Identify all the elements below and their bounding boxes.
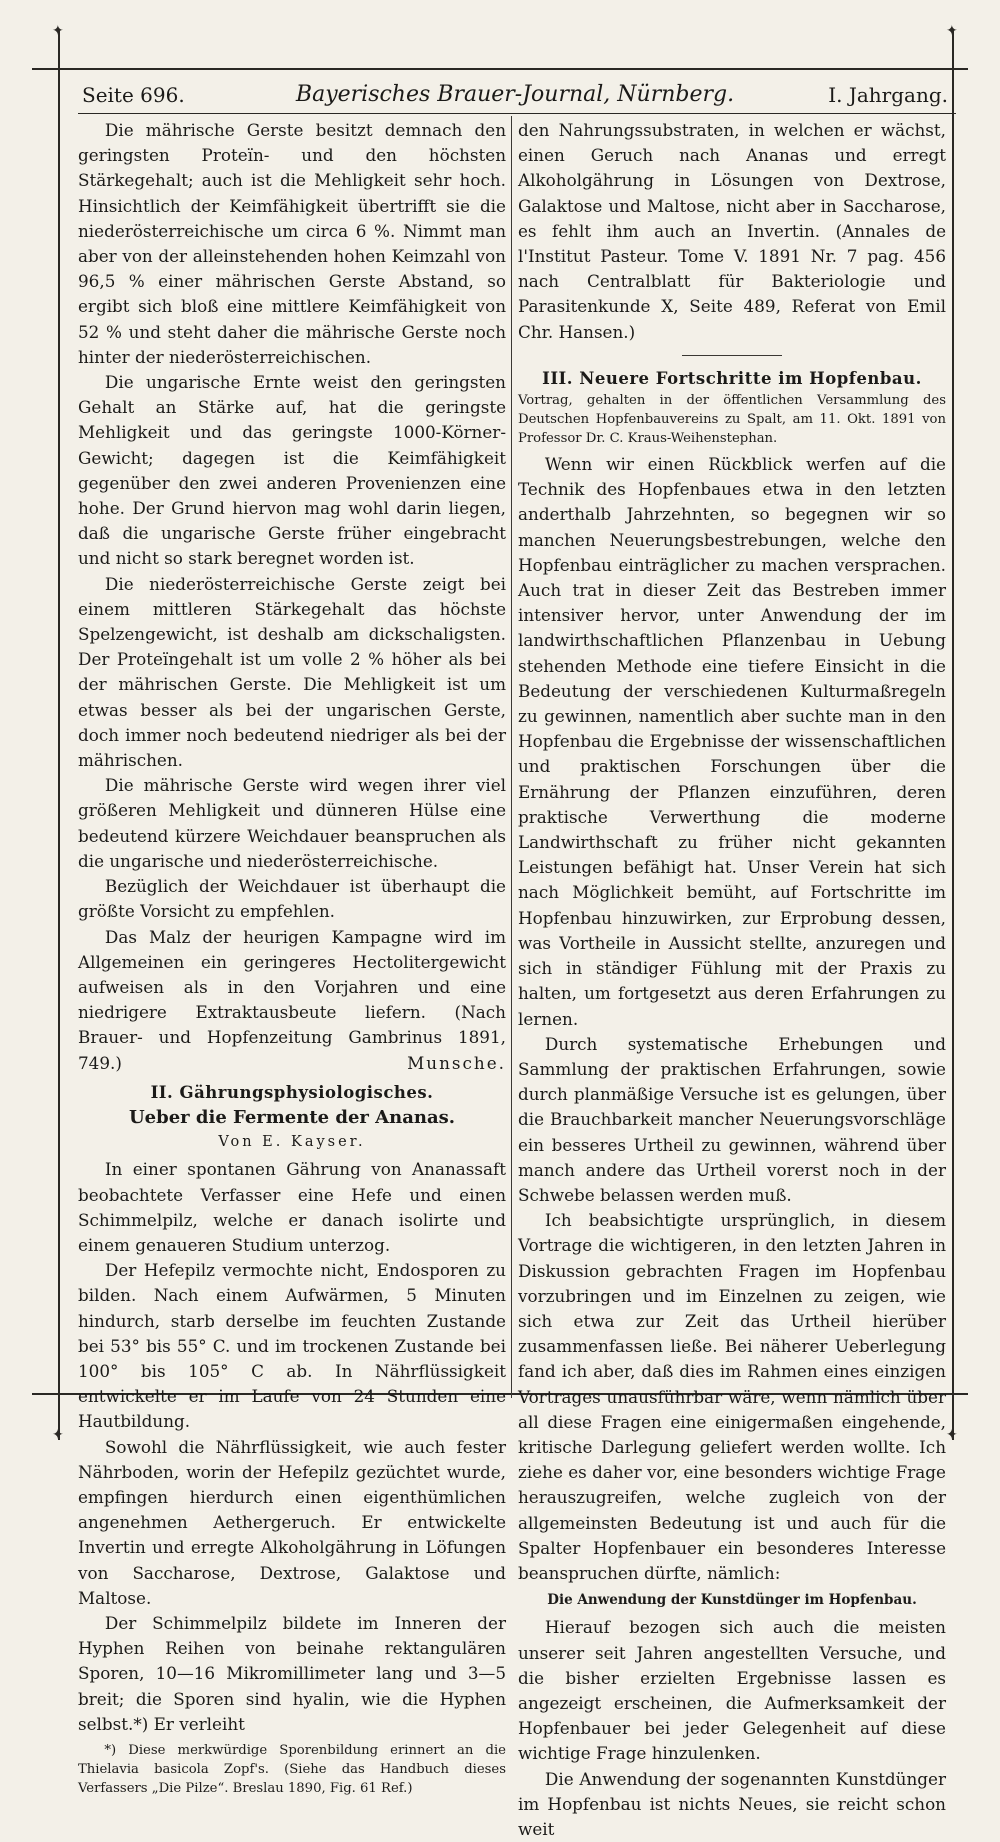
- paragraph: Die mährische Gerste wird wegen ihrer viel größeren Mehligkeit und dünneren Hülse eine bedeutend kürzere Weichdauer beanspruchen als die ungarische und niederösterreichische.: [78, 775, 506, 871]
- corner-ornament-top-right: ✦: [946, 23, 958, 39]
- right-column: [518, 118, 946, 1839]
- corner-ornament-top-left: ✦: [52, 23, 64, 39]
- article-byline: Von E. Kayser.: [218, 1134, 366, 1151]
- footnote: *) Diese merkwürdige Sporenbildung erinnert an die Thielavia basicola Zopf's. (Siehe das Handbuch dieses Verfassers „Die Pilze“. Breslau 1890, Fig. 61 Ref.): [78, 1743, 506, 1796]
- corner-ornament-bottom-left: ✦: [52, 1427, 64, 1443]
- paragraph: Sowohl die Nährflüssigkeit, wie auch fester Nährboden, worin der Hefepilz gezüchtet wurde, empfingen hierdurch einen eigenthümlichen angenehmen Aethergeruch. Er entwickelte Invertin und erregte Alkoholgährung in Löfungen von Saccharose, Dextrose, Galaktose und Maltose.: [78, 1436, 506, 1608]
- author-signature: Munsche.: [407, 1052, 506, 1073]
- paragraph: Die ungarische Ernte weist den geringsten Gehalt an Stärke auf, hat die geringste Mehligkeit und das geringste 1000-Körner-Gewicht; dagegen ist die Keimfähigkeit gegenüber den zwei anderen Provenienzen eine hohe. Der Grund hiervon mag wohl darin liegen, daß die ungarische Gerste früher eingebracht und nicht so stark beregnet worden ist.: [78, 372, 506, 569]
- header-rule: [78, 113, 956, 114]
- top-frame-rule: [32, 68, 968, 70]
- paragraph: Der Schimmelpilz bildete im Inneren der Hyphen Reihen von beinahe rektangulären Sporen, 10—16 Mikromillimeter lang und 3—5 breit; die Sporen sind hyalin, wie die Hyphen selbst.*) Er verleiht: [78, 1612, 506, 1734]
- paragraph: Wenn wir einen Rückblick werfen auf die Technik des Hopfenbaues etwa in den letzten anderthalb Jahrzehnten, so begegnen wir so manchen Neuerungsbestrebungen, welche den Hopfenbau einträglicher zu machen versprachen. Auch trat in dieser Zeit das Bestreben immer intensiver hervor, unter Anwendung der im landwirthschaftlichen Pflanzenbau in Uebung stehenden Methode eine tiefere Einsicht in die Bedeutung der verschiedenen Kulturmaßregeln zu gewinnen, namentlich aber suchte man in den Hopfenbau die Ergebnisse der wissenschaftlichen und praktischen Forschungen über die Ernährung der Pflanzen einzuführen, deren praktische Verwerthung die moderne Landwirthschaft zu früher nicht gekannten Leistungen befähigt hat. Unser Verein hat sich nach Möglichkeit bemüht, auf Fortschritte im Hopfenbau hinzuwirken, zur Erprobung dessen, was Vortheile in Aussicht stellte, anzuregen und sich in ständiger Fühlung mit der Praxis zu halten, um fortgesetzt aus deren Erfahrungen zu lernen.: [518, 454, 946, 1029]
- lecture-note: Vortrag, gehalten in der öffentlichen Versammlung des Deutschen Hopfenbauvereins zu Spalt, am 11. Okt. 1891 von Professor Dr. C. Kraus-Weihenstephan.: [518, 393, 946, 447]
- paragraph-text: Das Malz der heurigen Kampagne wird im Allgemeinen ein geringeres Hectolitergewicht aufweisen als in den Vorjahren und eine niedrigere Extraktausbeute liefern. (Nach Brauer- und Hopfenzeitung Gambrinus 1891, 749.): [78, 926, 506, 1073]
- paragraph: In einer spontanen Gährung von Ananassaft beobachtete Verfasser eine Hefe und einen Schimmelpilz, welche er danach isolirte und einem genaueren Studium unterzog.: [78, 1159, 506, 1255]
- left-column: [78, 118, 506, 1796]
- paragraph: Ich beabsichtigte ursprünglich, in diesem Vortrage die wichtigeren, in den letzten Jahren in Diskussion gebrachten Fragen im Hopfenbau vorzubringen und im Einzelnen zu zeigen, wie sich etwa zur Zeit das Urtheil hierüber zusammenfassen ließe. Bei näherer Ueberlegung fand ich aber, daß dies im Rahmen eines einzigen Vortrages unausführbar wäre, wenn nämlich über all diese Fragen eine einigermaßen eingehende, kritische Darlegung geliefert werden wollte. Ich ziehe es daher vor, eine besonders wichtige Frage herauszugreifen, welche zugleich von der allgemeinsten Bedeutung ist und auch für die Spalter Hopfenbauer ein besonderes Interesse beanspruchen dürfte, nämlich:: [518, 1210, 946, 1583]
- paragraph: [78, 925, 506, 1076]
- paragraph: Bezüglich der Weichdauer ist überhaupt die größte Vorsicht zu empfehlen.: [78, 876, 506, 922]
- paragraph: Der Hefepilz vermochte nicht, Endosporen zu bilden. Nach einem Aufwärmen, 5 Minuten hindurch, starb derselbe im feuchten Zustande bei 53° bis 55° C. und im trockenen Zustande bei 100° bis 105° C ab. In Nährflüssigkeit entwickelte er im Laufe von 24 Stunden eine Hautbildung.: [78, 1260, 506, 1432]
- article-title: Ueber die Fermente der Ananas.: [128, 1106, 456, 1128]
- corner-ornament-bottom-right: ✦: [946, 1427, 958, 1443]
- paragraph: Die niederösterreichische Gerste zeigt bei einem mittleren Stärkegehalt das höchste Spelzengewicht, ist deshalb am dickschaligsten. Der Proteïngehalt ist um volle 2 % höher als bei der mährischen Gerste. Die Mehligkeit ist um etwas besser als bei der ungarischen Gerste, doch immer noch bedeutend niedriger als bei der mährischen.: [78, 573, 506, 771]
- section-heading: II. Gährungsphysiologisches.: [150, 1082, 434, 1102]
- left-frame-rule: [58, 30, 60, 1440]
- page-header: [82, 80, 948, 110]
- right-frame-rule: [952, 30, 954, 1440]
- journal-title: Bayerisches Brauer-Journal, Nürnberg.: [295, 82, 735, 107]
- page-number: Seite 696.: [82, 83, 185, 107]
- paragraph: Durch systematische Erhebungen und Sammlung der praktischen Erfahrungen, sowie durch planmäßige Versuche ist es gelungen, über die Brauchbarkeit mancher Neuerungsvorschläge ein besseres Urtheil zu gewinnen, während über manch andere das Urtheil vorerst noch in der Schwebe belassen werden muß.: [518, 1033, 946, 1205]
- paragraph: Die Anwendung der sogenannten Kunstdünger im Hopfenbau ist nichts Neues, sie reicht schon weit: [518, 1768, 946, 1839]
- paragraph: Hierauf bezogen sich auch die meisten unserer seit Jahren angestellten Versuche, und die bisher erzielten Ergebnisse lassen es angezeigt erscheinen, die Aufmerksamkeit der Hopfenbauer bei jeder Gelegenheit auf diese wichtige Frage hinzulenken.: [518, 1617, 946, 1764]
- section-separator: [682, 355, 782, 356]
- paragraph: Die mährische Gerste besitzt demnach den geringsten Proteïn- und den höchsten Stärkegehalt; auch ist die Mehligkeit sehr hoch. Hinsichtlich der Keimfähigkeit übertrifft sie die niederösterreichische um circa 6 %. Nimmt man aber von der alleinstehenden hohen Keimzahl von 96,5 % einer mährischen Gerste Abstand, so ergibt sich bloß eine mittlere Keimfähigkeit von 52 % und steht daher die mährische Gerste noch hinter der niederösterreichischen.: [78, 120, 506, 367]
- section-heading: III. Neuere Fortschritte im Hopfenbau.: [542, 368, 922, 388]
- subsection-heading: Die Anwendung der Kunstdünger im Hopfenbau.: [547, 1592, 917, 1609]
- volume-label: I. Jahrgang.: [828, 83, 948, 107]
- paragraph: den Nahrungssubstraten, in welchen er wächst, einen Geruch nach Ananas und erregt Alkoholgährung in Lösungen von Dextrose, Galaktose und Maltose, nicht aber in Saccharose, es fehlt ihm auch an Invertin. (Annales de l'Institut Pasteur. Tome V. 1891 Nr. 7 pag. 456 nach Centralblatt für Bakteriologie und Parasitenkunde X, Seite 489, Referat von Emil Chr. Hansen.): [518, 120, 946, 342]
- column-divider: [511, 116, 512, 1398]
